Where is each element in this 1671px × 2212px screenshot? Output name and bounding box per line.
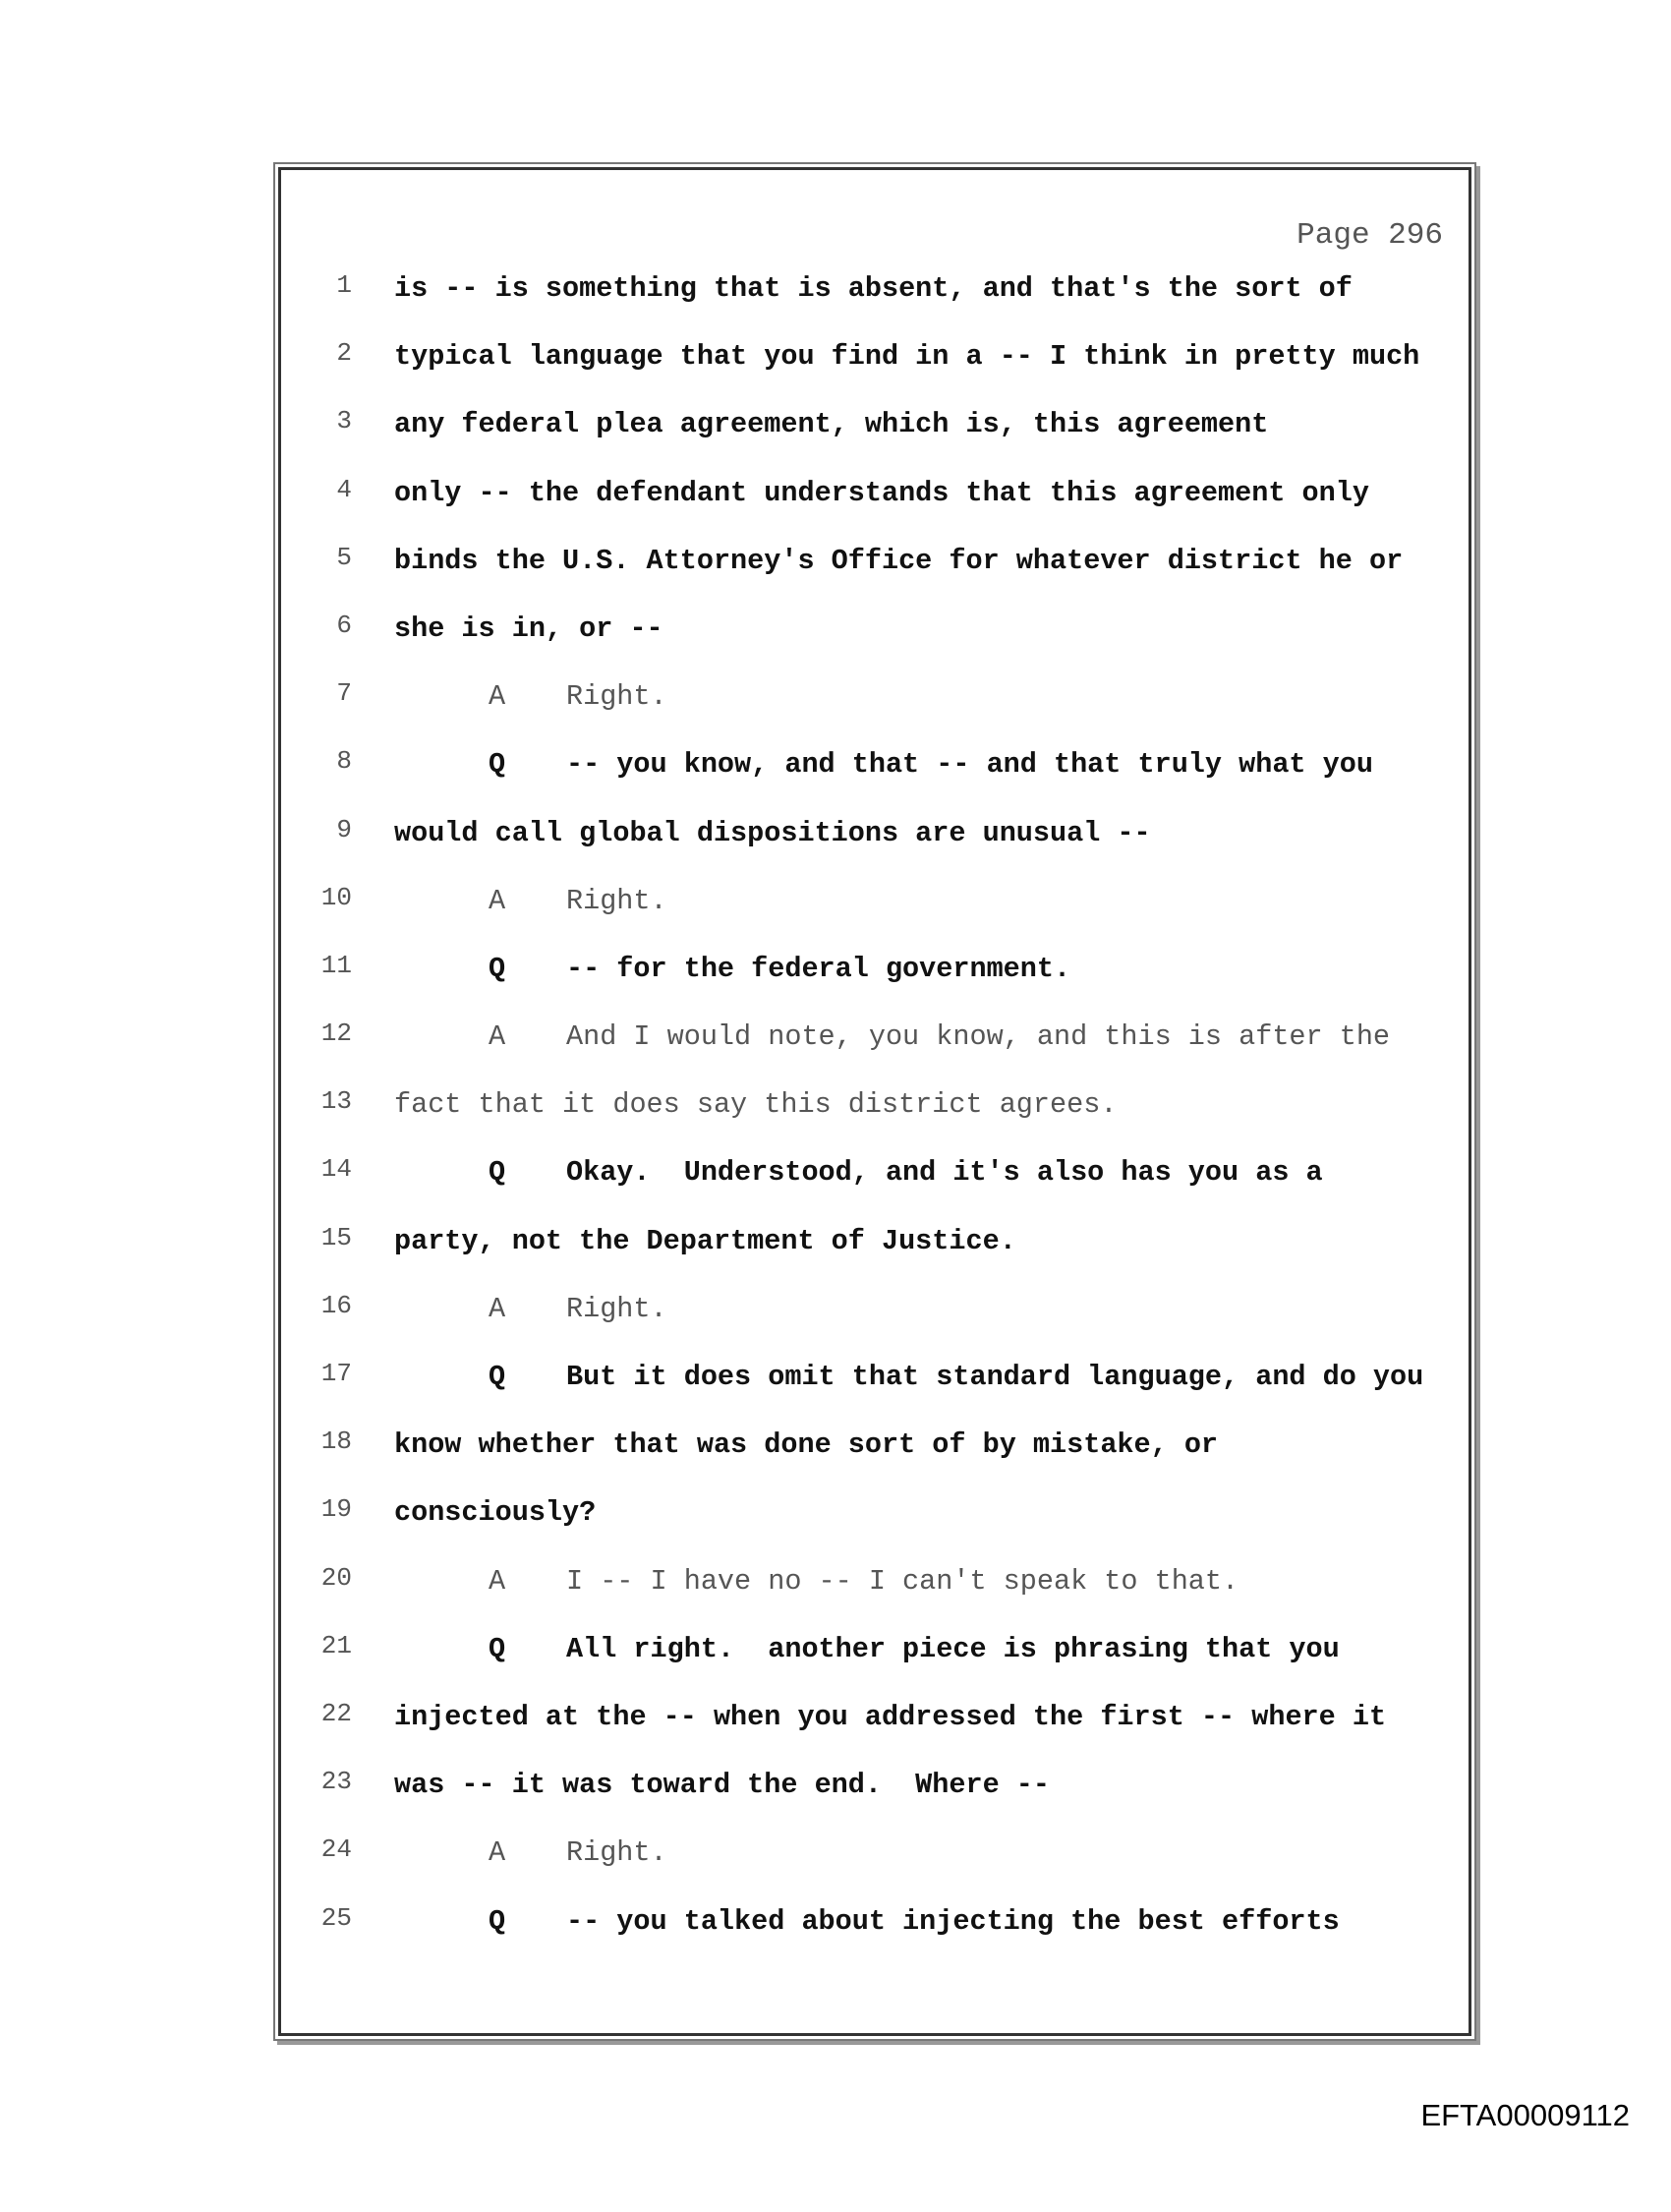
line-number: 6: [336, 610, 352, 640]
line-text: [394, 1293, 667, 1325]
line-content: Right.: [566, 1836, 667, 1870]
line-content: party, not the Department of Justice.: [394, 1224, 1016, 1257]
line-number: 9: [336, 814, 352, 844]
line-number: 19: [320, 1494, 352, 1525]
line-text: [394, 1020, 1390, 1053]
line-text: [394, 1633, 1340, 1665]
speaker-label: Q: [489, 1156, 506, 1190]
transcript-line: [0, 595, 1671, 663]
line-content: -- for the federal government.: [566, 952, 1071, 985]
line-text: [394, 408, 1268, 440]
line-text: [394, 1156, 1323, 1189]
line-text: [394, 545, 1403, 577]
line-text: [394, 1769, 1050, 1801]
line-number: 18: [320, 1426, 352, 1457]
speaker-label: Q: [489, 1632, 506, 1665]
line-number: 17: [320, 1359, 352, 1388]
line-content: Right.: [566, 884, 667, 917]
line-content: Right.: [566, 1292, 667, 1325]
line-number: 14: [320, 1154, 352, 1185]
line-content: All right. another piece is phrasing that you: [566, 1632, 1340, 1665]
line-text: [394, 477, 1369, 509]
transcript-line: [0, 1479, 1671, 1546]
transcript-line: [0, 730, 1671, 798]
line-content: binds the U.S. Attorney's Office for whatever district he or: [394, 544, 1404, 577]
transcript-line: [0, 322, 1671, 390]
speaker-label: A: [489, 1564, 506, 1598]
transcript-line: [0, 1071, 1671, 1138]
line-content: -- you know, and that -- and that truly what you: [566, 748, 1373, 782]
line-text: [394, 1428, 1218, 1461]
line-number: 25: [320, 1902, 352, 1933]
speaker-label: A: [489, 1836, 506, 1870]
transcript-line: [0, 1615, 1671, 1683]
line-text: [394, 1361, 1423, 1393]
line-text: [394, 885, 667, 917]
transcript-line: [0, 1343, 1671, 1411]
line-content: And I would note, you know, and this is after the: [566, 1020, 1391, 1054]
speaker-label: Q: [489, 952, 506, 985]
line-content: -- you talked about injecting the best efforts: [566, 1904, 1340, 1938]
transcript-line: [0, 1547, 1671, 1615]
transcript-line: [0, 867, 1671, 935]
line-number: 13: [320, 1086, 352, 1117]
transcript-line: [0, 1888, 1671, 1955]
page-number: Page 296: [1296, 218, 1443, 253]
transcript-line: [0, 1275, 1671, 1343]
line-text: [394, 1565, 1239, 1598]
speaker-label: Q: [489, 1904, 506, 1938]
line-content: Right.: [566, 680, 667, 714]
line-number: 8: [336, 746, 352, 777]
line-text: [394, 1496, 596, 1529]
line-number: 7: [336, 678, 352, 709]
line-text: [394, 748, 1373, 781]
line-text: [394, 1088, 1117, 1121]
line-number: 15: [320, 1222, 352, 1252]
line-number: 3: [336, 406, 352, 437]
transcript-lines: [0, 255, 1671, 1955]
line-text: [394, 953, 1070, 985]
transcript-line: [0, 255, 1671, 322]
line-content: I -- I have no -- I can't speak to that.: [566, 1564, 1239, 1598]
line-content: know whether that was done sort of by mistake, or: [394, 1428, 1219, 1462]
line-number: 11: [320, 950, 352, 980]
transcript-line: [0, 799, 1671, 867]
line-text: [394, 272, 1353, 305]
line-number: 12: [320, 1019, 352, 1049]
line-number: 21: [320, 1630, 352, 1660]
speaker-label: A: [489, 1292, 506, 1325]
document-id: EFTA00009112: [1420, 2098, 1630, 2132]
transcript-line: [0, 1003, 1671, 1071]
line-content: But it does omit that standard language, and do you: [566, 1361, 1424, 1393]
line-number: 5: [336, 542, 352, 572]
line-number: 20: [320, 1562, 352, 1593]
line-number: 22: [320, 1698, 352, 1728]
speaker-label: Q: [489, 748, 506, 782]
line-text: [394, 1905, 1340, 1938]
transcript-line: [0, 390, 1671, 458]
transcript-line: [0, 663, 1671, 730]
line-text: [394, 817, 1151, 849]
speaker-label: A: [489, 680, 506, 714]
line-content: any federal plea agreement, which is, this agreement: [394, 408, 1269, 441]
line-content: injected at the -- when you addressed the first -- where it: [394, 1700, 1387, 1733]
line-text: [394, 340, 1419, 373]
line-text: [394, 1701, 1386, 1733]
transcript-line: [0, 1138, 1671, 1206]
line-content: consciously?: [394, 1496, 597, 1530]
line-content: only -- the defendant understands that this agreement only: [394, 476, 1369, 509]
line-number: 23: [320, 1767, 352, 1797]
speaker-label: A: [489, 884, 506, 917]
line-text: [394, 680, 667, 713]
line-number: 2: [336, 338, 352, 369]
line-content: Okay. Understood, and it's also has you as a: [566, 1156, 1323, 1190]
line-text: [394, 612, 663, 645]
line-text: [394, 1225, 1016, 1257]
line-content: was -- it was toward the end. Where --: [394, 1769, 1051, 1802]
transcript-line: [0, 1819, 1671, 1887]
line-number: 1: [336, 270, 352, 300]
line-content: she is in, or --: [394, 611, 663, 645]
line-content: is -- is something that is absent, and that's the sort of: [394, 272, 1353, 305]
line-number: 24: [320, 1834, 352, 1865]
transcript-line: [0, 459, 1671, 527]
line-text: [394, 1836, 667, 1869]
line-number: 16: [320, 1290, 352, 1320]
transcript-line: [0, 1683, 1671, 1751]
line-content: would call global dispositions are unusual --: [394, 816, 1151, 849]
speaker-label: A: [489, 1020, 506, 1054]
transcript-line: [0, 1751, 1671, 1819]
speaker-label: Q: [489, 1361, 506, 1393]
line-content: fact that it does say this district agrees.: [394, 1088, 1118, 1122]
transcript-line: [0, 527, 1671, 595]
transcript-line: [0, 1411, 1671, 1479]
transcript-line: [0, 935, 1671, 1003]
transcript-line: [0, 1207, 1671, 1275]
line-number: 10: [320, 882, 352, 912]
line-content: typical language that you find in a -- I think in pretty much: [394, 340, 1420, 374]
line-number: 4: [336, 474, 352, 504]
